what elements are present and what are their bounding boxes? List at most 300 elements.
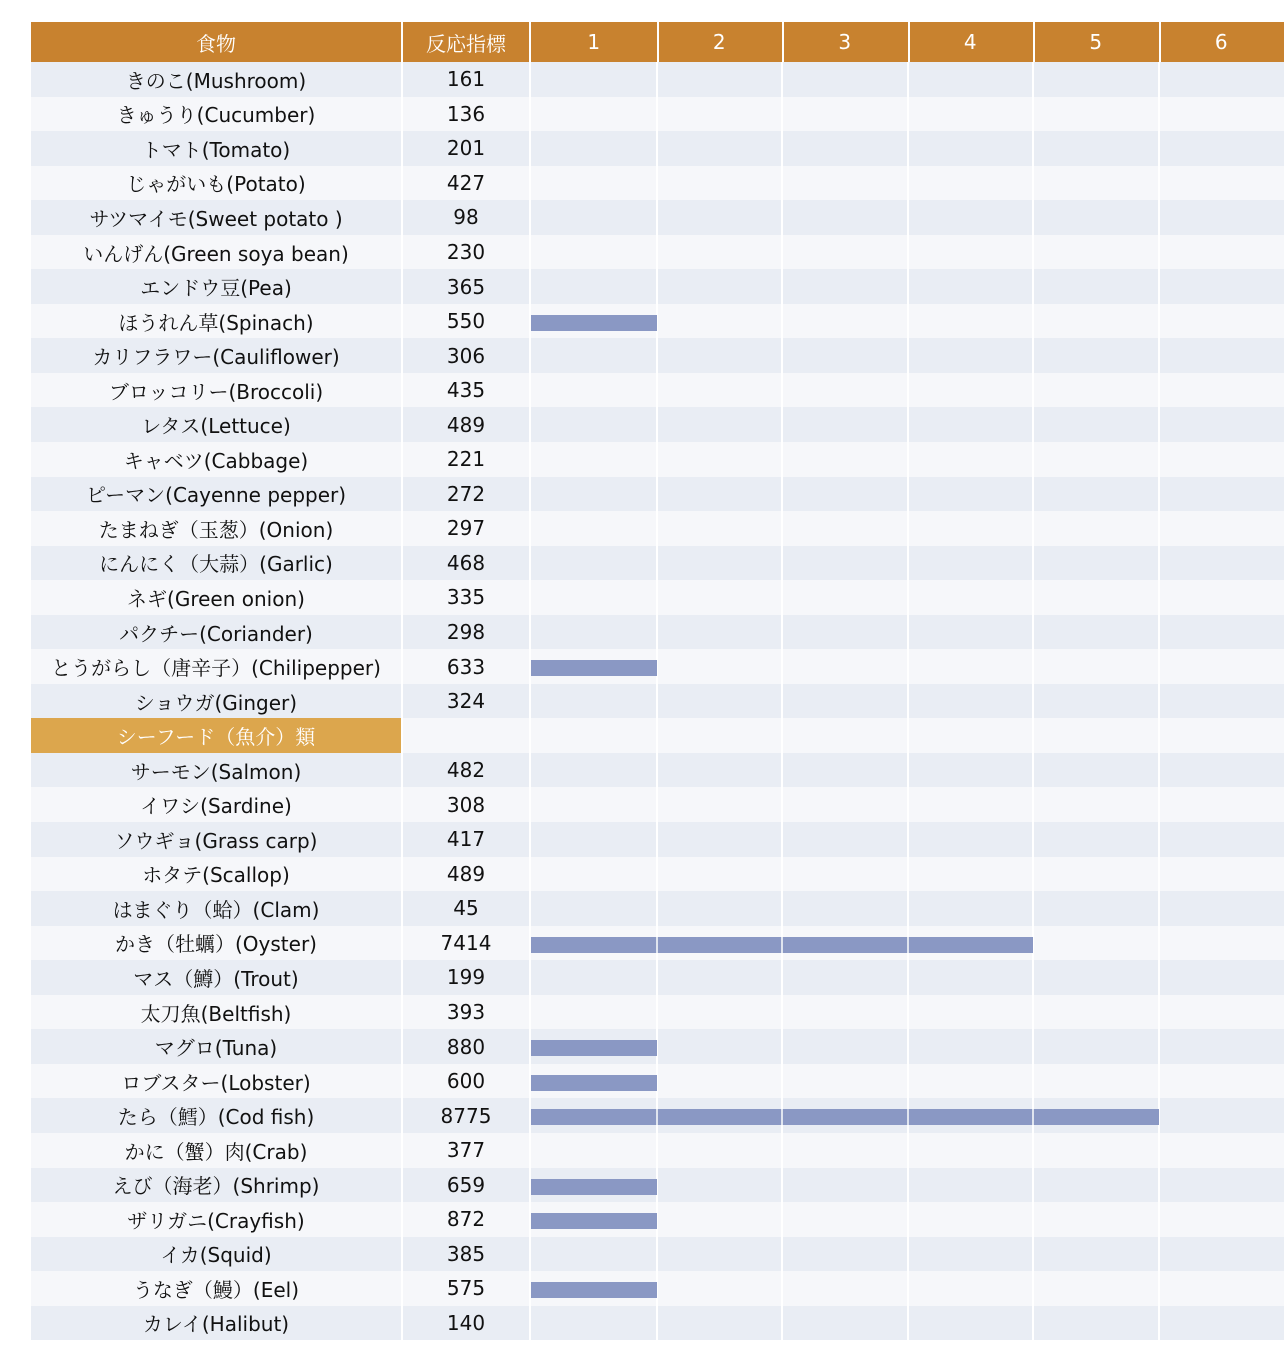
grid-line — [907, 753, 909, 788]
table-row — [31, 926, 1284, 961]
grid-line — [656, 477, 658, 512]
bar-segment-divider — [656, 1109, 658, 1125]
grid-line — [1032, 62, 1034, 97]
header-scale-tick: 5 — [1033, 22, 1161, 62]
grid-line — [781, 166, 783, 201]
reaction-index-value: 659 — [403, 1168, 531, 1203]
table-row — [31, 511, 1284, 546]
grid-line — [656, 1237, 658, 1272]
reaction-index-value: 98 — [403, 200, 531, 235]
reaction-index-value: 365 — [403, 269, 531, 304]
food-name: ソウギョ(Grass carp) — [31, 822, 403, 857]
grid-line — [1158, 1133, 1160, 1168]
food-name: じゃがいも(Potato) — [31, 166, 403, 201]
grid-line — [781, 304, 783, 339]
grid-line — [781, 407, 783, 442]
grid-line — [1158, 442, 1160, 477]
table-row — [31, 477, 1284, 512]
grid-line — [781, 373, 783, 408]
reaction-scale — [531, 1098, 1284, 1133]
reaction-scale — [531, 1029, 1284, 1064]
reaction-scale — [531, 511, 1284, 546]
reaction-index-value: 550 — [403, 304, 531, 339]
reaction-index-value: 489 — [403, 857, 531, 892]
grid-line — [781, 546, 783, 581]
reaction-index-value: 417 — [403, 822, 531, 857]
grid-line — [656, 960, 658, 995]
grid-line — [1158, 338, 1160, 373]
grid-line — [907, 649, 909, 684]
grid-line — [781, 822, 783, 857]
grid-line — [907, 200, 909, 235]
reaction-scale — [531, 684, 1284, 719]
food-name: はまぐり（蛤）(Clam) — [31, 891, 403, 926]
grid-line — [656, 200, 658, 235]
grid-line — [1158, 1029, 1160, 1064]
reaction-index-value: 335 — [403, 580, 531, 615]
reaction-level-bar — [531, 1213, 657, 1229]
reaction-scale — [531, 718, 1284, 753]
food-name: きのこ(Mushroom) — [31, 62, 403, 97]
grid-line — [781, 787, 783, 822]
reaction-index-value: 393 — [403, 995, 531, 1030]
reaction-index-value: 377 — [403, 1133, 531, 1168]
grid-line — [1158, 373, 1160, 408]
reaction-index-value: 297 — [403, 511, 531, 546]
reaction-level-bar — [531, 1109, 1159, 1125]
grid-line — [656, 511, 658, 546]
grid-line — [907, 615, 909, 650]
grid-line — [1158, 166, 1160, 201]
grid-line — [656, 373, 658, 408]
table-row — [31, 615, 1284, 650]
bar-segment-divider — [1032, 1109, 1034, 1125]
grid-line — [656, 97, 658, 132]
reaction-scale — [531, 1202, 1284, 1237]
grid-line — [1158, 857, 1160, 892]
grid-line — [656, 235, 658, 270]
header-scale-tick: 1 — [531, 22, 659, 62]
food-name: とうがらし（唐辛子）(Chilipepper) — [31, 649, 403, 684]
reaction-scale — [531, 1133, 1284, 1168]
grid-line — [1032, 235, 1034, 270]
table-row — [31, 304, 1284, 339]
grid-line — [1032, 684, 1034, 719]
grid-line — [1032, 166, 1034, 201]
reaction-scale — [531, 960, 1284, 995]
reaction-scale — [531, 304, 1284, 339]
food-name: ほうれん草(Spinach) — [31, 304, 403, 339]
grid-line — [1032, 891, 1034, 926]
food-name: かに（蟹）肉(Crab) — [31, 1133, 403, 1168]
table-row — [31, 373, 1284, 408]
bar-segment-divider — [656, 937, 658, 953]
grid-line — [656, 131, 658, 166]
grid-line — [907, 235, 909, 270]
grid-line — [1032, 649, 1034, 684]
reaction-index-value: 880 — [403, 1029, 531, 1064]
reaction-index-value: 427 — [403, 166, 531, 201]
grid-line — [1032, 269, 1034, 304]
grid-line — [907, 97, 909, 132]
grid-line — [1032, 407, 1034, 442]
food-name: サーモン(Salmon) — [31, 753, 403, 788]
header-food: 食物 — [31, 22, 403, 62]
grid-line — [781, 477, 783, 512]
section-label: シーフード（魚介）類 — [31, 718, 403, 753]
grid-line — [1158, 200, 1160, 235]
grid-line — [907, 684, 909, 719]
grid-line — [907, 891, 909, 926]
food-reaction-table — [31, 22, 1284, 1340]
food-name: イカ(Squid) — [31, 1237, 403, 1272]
grid-line — [1032, 1306, 1034, 1341]
reaction-index-value: 600 — [403, 1064, 531, 1099]
grid-line — [1032, 1271, 1034, 1306]
grid-line — [1032, 753, 1034, 788]
table-row — [31, 338, 1284, 373]
grid-line — [907, 269, 909, 304]
grid-line — [1032, 546, 1034, 581]
reaction-scale — [531, 822, 1284, 857]
grid-line — [656, 62, 658, 97]
reaction-index-value: 435 — [403, 373, 531, 408]
reaction-index-value: 8775 — [403, 1098, 531, 1133]
food-name: レタス(Lettuce) — [31, 407, 403, 442]
food-name: イワシ(Sardine) — [31, 787, 403, 822]
grid-line — [781, 1133, 783, 1168]
grid-line — [907, 718, 909, 753]
grid-line — [656, 269, 658, 304]
reaction-index-value: 633 — [403, 649, 531, 684]
grid-line — [1158, 615, 1160, 650]
grid-line — [781, 511, 783, 546]
table-row — [31, 1237, 1284, 1272]
grid-line — [907, 373, 909, 408]
grid-line — [907, 822, 909, 857]
grid-line — [781, 857, 783, 892]
header-scale-tick: 6 — [1159, 22, 1284, 62]
reaction-index-value: 482 — [403, 753, 531, 788]
table-row — [31, 442, 1284, 477]
grid-line — [781, 753, 783, 788]
grid-line — [781, 62, 783, 97]
grid-line — [1158, 407, 1160, 442]
grid-line — [781, 1202, 783, 1237]
grid-line — [1158, 1168, 1160, 1203]
table-row — [31, 269, 1284, 304]
grid-line — [907, 338, 909, 373]
grid-line — [1158, 787, 1160, 822]
grid-line — [1158, 235, 1160, 270]
grid-line — [907, 580, 909, 615]
food-name: うなぎ（鰻）(Eel) — [31, 1271, 403, 1306]
grid-line — [1032, 442, 1034, 477]
grid-line — [656, 442, 658, 477]
table-row — [31, 166, 1284, 201]
bar-segment-divider — [907, 937, 909, 953]
grid-line — [1158, 718, 1160, 753]
header-scale-tick: 2 — [657, 22, 785, 62]
reaction-scale — [531, 235, 1284, 270]
reaction-scale — [531, 166, 1284, 201]
grid-line — [1032, 1168, 1034, 1203]
grid-line — [1158, 891, 1160, 926]
grid-line — [907, 477, 909, 512]
table-row — [31, 1064, 1284, 1099]
grid-line — [781, 1029, 783, 1064]
table-row — [31, 1168, 1284, 1203]
grid-line — [781, 1271, 783, 1306]
table-row — [31, 995, 1284, 1030]
food-name: マス（鱒）(Trout) — [31, 960, 403, 995]
food-name: ザリガニ(Crayfish) — [31, 1202, 403, 1237]
header-scale-tick: 3 — [782, 22, 910, 62]
reaction-scale — [531, 1306, 1284, 1341]
reaction-index-value: 136 — [403, 97, 531, 132]
table-row — [31, 684, 1284, 719]
grid-line — [781, 200, 783, 235]
grid-line — [1032, 857, 1034, 892]
reaction-index-value: 385 — [403, 1237, 531, 1272]
food-name: ショウガ(Ginger) — [31, 684, 403, 719]
grid-line — [1032, 1202, 1034, 1237]
reaction-index-value: 140 — [403, 1306, 531, 1341]
grid-line — [781, 338, 783, 373]
reaction-level-bar — [531, 1075, 657, 1091]
grid-line — [781, 1237, 783, 1272]
grid-line — [907, 1133, 909, 1168]
reaction-index-value: 872 — [403, 1202, 531, 1237]
grid-line — [1032, 1029, 1034, 1064]
food-name: トマト(Tomato) — [31, 131, 403, 166]
reaction-level-bar — [531, 315, 657, 331]
grid-line — [1158, 1064, 1160, 1099]
table-header-row — [31, 22, 1284, 62]
reaction-index-value: 230 — [403, 235, 531, 270]
grid-line — [656, 580, 658, 615]
grid-line — [1158, 1202, 1160, 1237]
header-scale-tick: 4 — [908, 22, 1036, 62]
grid-line — [1158, 995, 1160, 1030]
grid-line — [907, 511, 909, 546]
table-row — [31, 1202, 1284, 1237]
reaction-scale — [531, 407, 1284, 442]
food-name: えび（海老）(Shrimp) — [31, 1168, 403, 1203]
grid-line — [656, 684, 658, 719]
reaction-scale — [531, 442, 1284, 477]
grid-line — [1158, 960, 1160, 995]
reaction-scale — [531, 1271, 1284, 1306]
grid-line — [907, 1168, 909, 1203]
grid-line — [1032, 97, 1034, 132]
grid-line — [907, 407, 909, 442]
grid-line — [1158, 1237, 1160, 1272]
grid-line — [907, 995, 909, 1030]
reaction-scale — [531, 615, 1284, 650]
grid-line — [907, 1271, 909, 1306]
grid-line — [1158, 580, 1160, 615]
grid-line — [1158, 477, 1160, 512]
table-row — [31, 787, 1284, 822]
grid-line — [656, 615, 658, 650]
grid-line — [1032, 477, 1034, 512]
table-row — [31, 891, 1284, 926]
grid-line — [1032, 338, 1034, 373]
food-name: キャベツ(Cabbage) — [31, 442, 403, 477]
reaction-index-value: 324 — [403, 684, 531, 719]
grid-line — [1032, 615, 1034, 650]
reaction-scale — [531, 97, 1284, 132]
grid-line — [1158, 822, 1160, 857]
reaction-level-bar — [531, 1040, 657, 1056]
reaction-index-value: 468 — [403, 546, 531, 581]
reaction-index-value — [403, 718, 531, 753]
reaction-scale — [531, 857, 1284, 892]
reaction-level-bar — [531, 1282, 657, 1298]
reaction-scale — [531, 891, 1284, 926]
grid-line — [1032, 1064, 1034, 1099]
reaction-scale — [531, 269, 1284, 304]
food-name: ブロッコリー(Broccoli) — [31, 373, 403, 408]
header-reaction-index: 反応指標 — [403, 22, 531, 62]
grid-line — [907, 857, 909, 892]
table-row — [31, 1133, 1284, 1168]
grid-line — [907, 787, 909, 822]
grid-line — [1158, 649, 1160, 684]
grid-line — [907, 1306, 909, 1341]
grid-line — [781, 235, 783, 270]
food-name: サツマイモ(Sweet potato ) — [31, 200, 403, 235]
bar-segment-divider — [781, 937, 783, 953]
grid-line — [656, 546, 658, 581]
grid-line — [656, 1133, 658, 1168]
grid-line — [1032, 822, 1034, 857]
grid-line — [781, 269, 783, 304]
grid-line — [1032, 1133, 1034, 1168]
grid-line — [1158, 62, 1160, 97]
reaction-scale — [531, 926, 1284, 961]
reaction-level-bar — [531, 660, 657, 676]
food-name: かき（牡蠣）(Oyster) — [31, 926, 403, 961]
grid-line — [1032, 200, 1034, 235]
grid-line — [1158, 269, 1160, 304]
reaction-index-value: 308 — [403, 787, 531, 822]
grid-line — [656, 1306, 658, 1341]
grid-line — [781, 1064, 783, 1099]
grid-line — [907, 304, 909, 339]
table-row — [31, 97, 1284, 132]
grid-line — [907, 960, 909, 995]
grid-line — [907, 1202, 909, 1237]
reaction-scale — [531, 1237, 1284, 1272]
table-row — [31, 649, 1284, 684]
food-name: エンドウ豆(Pea) — [31, 269, 403, 304]
grid-line — [907, 546, 909, 581]
grid-line — [907, 1237, 909, 1272]
table-row — [31, 131, 1284, 166]
grid-line — [781, 891, 783, 926]
grid-line — [781, 1306, 783, 1341]
grid-line — [781, 580, 783, 615]
grid-line — [781, 960, 783, 995]
grid-line — [656, 995, 658, 1030]
table-row — [31, 857, 1284, 892]
grid-line — [781, 131, 783, 166]
bar-segment-divider — [907, 1109, 909, 1125]
grid-line — [1032, 960, 1034, 995]
reaction-scale — [531, 787, 1284, 822]
table-row — [31, 822, 1284, 857]
grid-line — [656, 718, 658, 753]
grid-line — [1158, 926, 1160, 961]
reaction-index-value: 161 — [403, 62, 531, 97]
reaction-index-value: 575 — [403, 1271, 531, 1306]
reaction-index-value: 201 — [403, 131, 531, 166]
grid-line — [907, 1029, 909, 1064]
grid-line — [1032, 787, 1034, 822]
food-name: パクチー(Coriander) — [31, 615, 403, 650]
table-row — [31, 1306, 1284, 1341]
reaction-scale — [531, 131, 1284, 166]
table-body — [31, 62, 1284, 1340]
grid-line — [1158, 1271, 1160, 1306]
reaction-level-bar — [531, 937, 1033, 953]
reaction-scale — [531, 546, 1284, 581]
reaction-index-value: 221 — [403, 442, 531, 477]
food-name: きゅうり(Cucumber) — [31, 97, 403, 132]
reaction-scale — [531, 649, 1284, 684]
table-row — [31, 62, 1284, 97]
grid-line — [1032, 995, 1034, 1030]
reaction-scale — [531, 1168, 1284, 1203]
grid-line — [907, 442, 909, 477]
food-name: マグロ(Tuna) — [31, 1029, 403, 1064]
reaction-index-value: 306 — [403, 338, 531, 373]
food-name: ホタテ(Scallop) — [31, 857, 403, 892]
grid-line — [1032, 304, 1034, 339]
grid-line — [1032, 511, 1034, 546]
grid-line — [1158, 684, 1160, 719]
reaction-scale — [531, 753, 1284, 788]
grid-line — [781, 1168, 783, 1203]
grid-line — [781, 995, 783, 1030]
reaction-level-bar — [531, 1179, 657, 1195]
table-row — [31, 546, 1284, 581]
table-row — [31, 580, 1284, 615]
reaction-index-value: 272 — [403, 477, 531, 512]
food-name: にんにく（大蒜）(Garlic) — [31, 546, 403, 581]
reaction-scale — [531, 62, 1284, 97]
reaction-scale — [531, 995, 1284, 1030]
grid-line — [1158, 131, 1160, 166]
food-name: カレイ(Halibut) — [31, 1306, 403, 1341]
reaction-scale — [531, 477, 1284, 512]
table-row — [31, 960, 1284, 995]
header-scale — [531, 22, 1284, 62]
grid-line — [656, 857, 658, 892]
grid-line — [656, 787, 658, 822]
food-name: 太刀魚(Beltfish) — [31, 995, 403, 1030]
reaction-index-value: 199 — [403, 960, 531, 995]
food-name: ネギ(Green onion) — [31, 580, 403, 615]
bar-segment-divider — [781, 1109, 783, 1125]
reaction-scale — [531, 1064, 1284, 1099]
grid-line — [781, 684, 783, 719]
grid-line — [781, 718, 783, 753]
food-name: ピーマン(Cayenne pepper) — [31, 477, 403, 512]
grid-line — [656, 753, 658, 788]
